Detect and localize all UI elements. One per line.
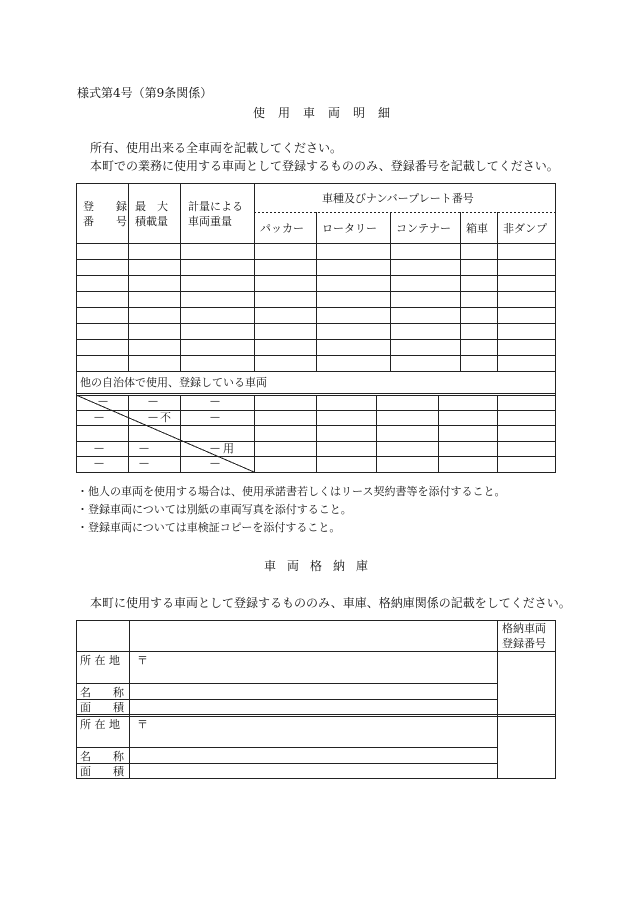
postal-mark: 〒 [137,718,148,731]
header-measured-weight-1: 計量による [188,200,243,213]
header-registration-1: 登 録 [83,200,127,213]
header-type-non-dump: 非ダンプ [503,222,548,235]
dash-mark: — [210,458,220,469]
intro-line-1: 所有、使用出来る全車両を記載してください。 [90,141,343,155]
header-max-load-1: 最 大 [135,200,168,213]
note-1: ・他人の車両を使用する場合は、使用承諾書若しくはリース契約書等を添付すること。 [77,485,506,498]
dash-mark: — [210,443,220,454]
page-title: 使用車両明細 [253,106,404,120]
label-name: 名 称 [80,750,124,763]
dash-mark: — [210,396,220,407]
label-area: 面 積 [80,701,124,714]
dash-mark: — [210,412,220,423]
intro-line-2: 本町での業務に使用する車両として登録するもののみ、登録番号を記載してください。 [90,159,559,173]
other-municipality-header: 他の自治体で使用、登録している車両 [80,376,267,389]
section-title-garage: 車両格納庫 [264,559,380,573]
dash-mark: — [139,458,149,469]
dash-mark: — [139,443,149,454]
form-number: 様式第4号（第9条関係） [77,86,213,100]
header-type-container: コンテナー [396,222,451,235]
note-3: ・登録車両については車検証コピーを添付すること。 [77,521,341,534]
dash-mark: — [94,458,104,469]
header-stored-vehicle-2: 登録番号 [502,637,546,650]
label-area: 面 積 [80,765,124,778]
dash-mark: — [94,412,104,423]
header-max-load-2: 積載量 [135,215,168,228]
header-type-box: 箱車 [466,222,488,235]
yo-character: 用 [223,442,234,455]
dash-mark: — [148,412,158,423]
note-2: ・登録車両については別紙の車両写真を添付すること。 [77,503,352,516]
label-name: 名 称 [80,686,124,699]
dash-mark: — [148,396,158,407]
label-location: 所 在 地 [80,654,120,667]
header-type-rotary: ロータリー [322,222,377,235]
postal-mark: 〒 [137,654,148,667]
header-registration-2: 番 号 [83,215,127,228]
label-location: 所 在 地 [80,718,120,731]
header-type-packer: パッカー [260,222,304,235]
fu-character: 不 [160,411,171,424]
header-measured-weight-2: 車両重量 [188,215,232,228]
header-stored-vehicle-1: 格納車両 [502,622,546,635]
dash-mark: — [98,396,108,407]
dash-mark: — [94,443,104,454]
header-vehicle-type-group: 車種及びナンバープレート番号 [322,192,474,205]
garage-intro: 本町に使用する車両として登録するもののみ、車庫、格納庫関係の記載をしてください。 [90,596,571,610]
